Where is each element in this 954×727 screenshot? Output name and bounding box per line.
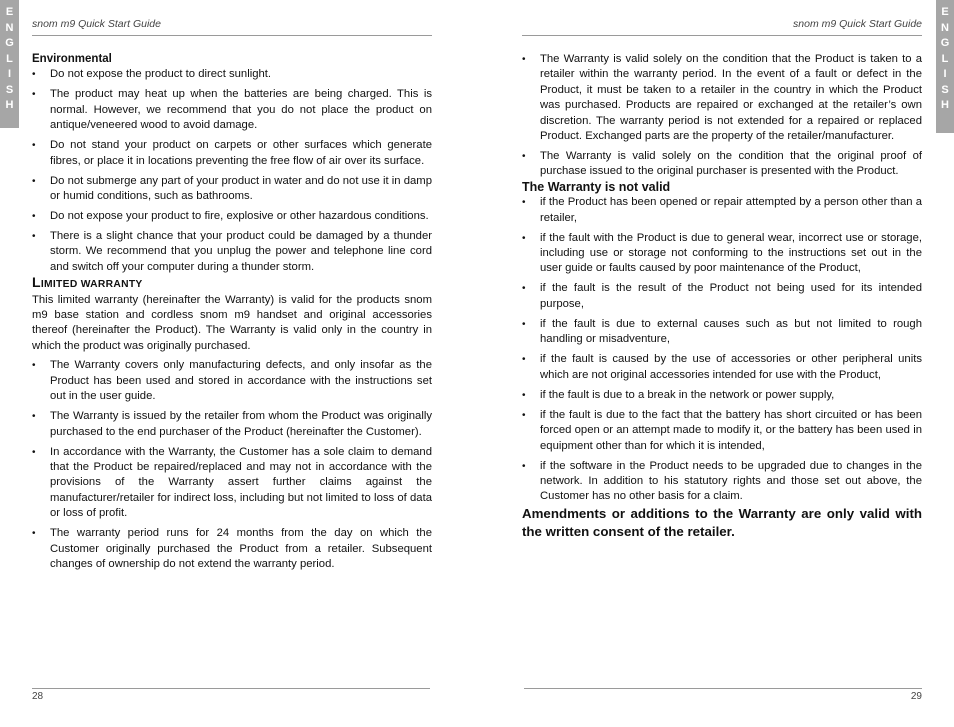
limited-warranty-heading: LIMITED WARRANTY	[32, 274, 143, 291]
running-header: snom m9 Quick Start Guide	[793, 18, 922, 30]
language-tab-english: E N G L I S H	[936, 0, 954, 133]
list-item: • The Warranty is issued by the retailer from whom the Product was originally purchased to the end purchaser of the Product (hereinafter the Customer).	[32, 409, 432, 440]
warranty-intro: This limited warranty (hereinafter the Warranty) is valid for the products snom m9 base station and cordless snom m9 handset and original accessories thereof (hereinafter the Product). The Warranty is valid only in the country in which the product was originally purchased.	[32, 293, 432, 352]
right-page	[477, 0, 954, 727]
list-item: • if the fault with the Product is due to general wear, incorrect use or storage, including use or storage not conforming to the instructions set out in the user guide or faults caused by poor maintenance of the Product,	[522, 231, 922, 277]
list-item: • if the fault is due to the fact that the battery has short circuited or has been forced open or an attempt made to modify it, or the battery has been used in equipment other than for which it is intended,	[522, 408, 922, 454]
left-content	[32, 52, 432, 572]
list-item: • if the fault is caused by the use of accessories or other peripheral units which are not original accessories intended for use with the Product,	[522, 352, 922, 383]
header-rule	[522, 35, 922, 36]
list-item: • if the fault is the result of the Product not being used for its intended purpose,	[522, 281, 922, 312]
valid-conditions-list	[522, 52, 922, 180]
list-item: • Do not stand your product on carpets or other surfaces which generate fibres, or place it in locations preventing the free flow of air over its surface.	[32, 138, 432, 169]
footer-rule	[32, 688, 430, 689]
list-item: • In accordance with the Warranty, the Customer has a sole claim to demand that the Product be repaired/replaced and may not in accordance with the provisions of the Warranty assert further claims against the manufacturer/retailer for indirect loss, including but not limited to loss of data or loss of profit.	[32, 445, 432, 522]
list-item: • The Warranty is valid solely on the condition that the original proof of purchase issued to the original purchaser is presented with the Product.	[522, 149, 922, 180]
list-item: • The Warranty is valid solely on the condition that the Product is taken to a retailer within the warranty period. In the event of a fault or defect in the Product, it must be taken to a retailer in the country in which the Product was purchased. Products are repaired or exchanged at the retailer’s own discretion. The warranty period is not extended for a repaired or replaced Product. Exchanged parts are the property of the retailer/manufacturer.	[522, 52, 922, 144]
list-item: • Do not expose the product to direct sunlight.	[32, 67, 432, 82]
list-item: • if the fault is due to a break in the network or power supply,	[522, 388, 922, 403]
warranty-list	[32, 358, 432, 572]
list-item: • if the fault is due to external causes such as but not limited to rough handling or misadventure,	[522, 317, 922, 348]
language-tab-english: E N G L I S H	[0, 0, 19, 128]
header-rule	[32, 35, 432, 36]
page-number: 28	[32, 691, 44, 702]
list-item: • The warranty period runs for 24 months from the day on which the Customer originally purchased the Product from a retailer. Subsequent changes of ownership do not extend the warranty period.	[32, 526, 432, 572]
environmental-list	[32, 67, 432, 275]
amendments-notice: Amendments or additions to the Warranty are only valid with the written consent of the retailer.	[522, 505, 922, 539]
running-header: snom m9 Quick Start Guide	[32, 18, 161, 30]
footer-rule	[524, 688, 922, 689]
list-item: • if the Product has been opened or repair attempted by a person other than a retailer,	[522, 195, 922, 226]
page-number: 29	[910, 691, 922, 702]
list-item: • if the software in the Product needs to be upgraded due to changes in the network. In addition to his statutory rights and those set out above, the Customer has no other basis for a claim.	[522, 459, 922, 505]
not-valid-heading: The Warranty is not valid	[522, 179, 671, 194]
list-item: • Do not expose your product to fire, explosive or other hazardous conditions.	[32, 209, 432, 224]
list-item: • The product may heat up when the batteries are being charged. This is normal. However, we recommend that you do not place the product on antique/veneered wood to avoid damage.	[32, 87, 432, 133]
right-content	[522, 52, 922, 541]
list-item: • The Warranty covers only manufacturing defects, and only insofar as the Product has been used and stored in accordance with the instructions set out in the user guide.	[32, 358, 432, 404]
list-item: • Do not submerge any part of your product in water and do not use it in damp or humid conditions, such as bathrooms.	[32, 174, 432, 205]
list-item: • There is a slight chance that your product could be damaged by a thunder storm. We recommend that you unplug the power and telephone line cord and switch off your computer during a thunder storm.	[32, 229, 432, 275]
not-valid-list	[522, 195, 922, 504]
environmental-heading: Environmental	[32, 53, 112, 65]
